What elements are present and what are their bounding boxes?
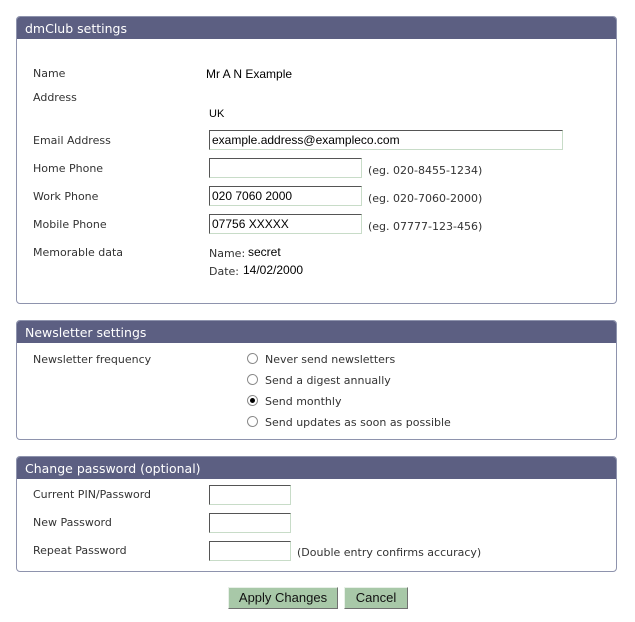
new-password-label: New Password (33, 516, 112, 529)
memorable-name-value: secret (248, 245, 281, 259)
email-label: Email Address (33, 134, 111, 147)
email-field[interactable]: example.address@exampleco.com (209, 130, 563, 150)
dmclub-settings-panel (16, 16, 617, 304)
memorable-name-label: Name: (209, 247, 246, 260)
address-value: UK (209, 108, 225, 120)
newsletter-settings-panel (16, 320, 617, 440)
mobile-phone-label: Mobile Phone (33, 218, 107, 231)
memorable-date-label: Date: (209, 265, 239, 278)
new-password-field[interactable] (209, 513, 291, 533)
newsletter-option-label-1[interactable]: Send a digest annually (265, 374, 391, 387)
newsletter-radio-0[interactable] (247, 353, 258, 364)
name-label: Name (33, 67, 66, 80)
memorable-data-label: Memorable data (33, 246, 124, 259)
dmclub-settings-title: dmClub settings (17, 17, 616, 39)
newsletter-radio-2[interactable] (247, 395, 258, 406)
current-password-label: Current PIN/Password (33, 488, 152, 501)
apply-changes-button[interactable]: Apply Changes (228, 587, 338, 609)
name-value: Mr A N Example (206, 67, 293, 81)
home-phone-field[interactable] (209, 158, 362, 178)
change-password-title: Change password (optional) (17, 457, 616, 479)
memorable-date-value: 14/02/2000 (243, 263, 304, 277)
cancel-button[interactable]: Cancel (344, 587, 408, 609)
newsletter-option-label-3[interactable]: Send updates as soon as possible (265, 416, 451, 429)
repeat-password-hint: (Double entry confirms accuracy) (297, 546, 482, 559)
address-label: Address (33, 91, 77, 104)
repeat-password-label: Repeat Password (33, 544, 127, 557)
work-phone-hint: (eg. 020-7060-2000) (368, 192, 483, 205)
home-phone-hint: (eg. 020-8455-1234) (368, 164, 483, 177)
newsletter-settings-title: Newsletter settings (17, 321, 616, 343)
newsletter-radio-1[interactable] (247, 374, 258, 385)
change-password-panel (16, 456, 617, 572)
mobile-phone-hint: (eg. 07777-123-456) (368, 220, 483, 233)
mobile-phone-field[interactable]: 07756 XXXXX (209, 214, 362, 234)
newsletter-radio-3[interactable] (247, 416, 258, 427)
home-phone-label: Home Phone (33, 162, 104, 175)
newsletter-option-label-2[interactable]: Send monthly (265, 395, 342, 408)
newsletter-frequency-label: Newsletter frequency (33, 353, 152, 366)
repeat-password-field[interactable] (209, 541, 291, 561)
current-password-field[interactable] (209, 485, 291, 505)
work-phone-label: Work Phone (33, 190, 99, 203)
newsletter-option-label-0[interactable]: Never send newsletters (265, 353, 396, 366)
work-phone-field[interactable]: 020 7060 2000 (209, 186, 362, 206)
